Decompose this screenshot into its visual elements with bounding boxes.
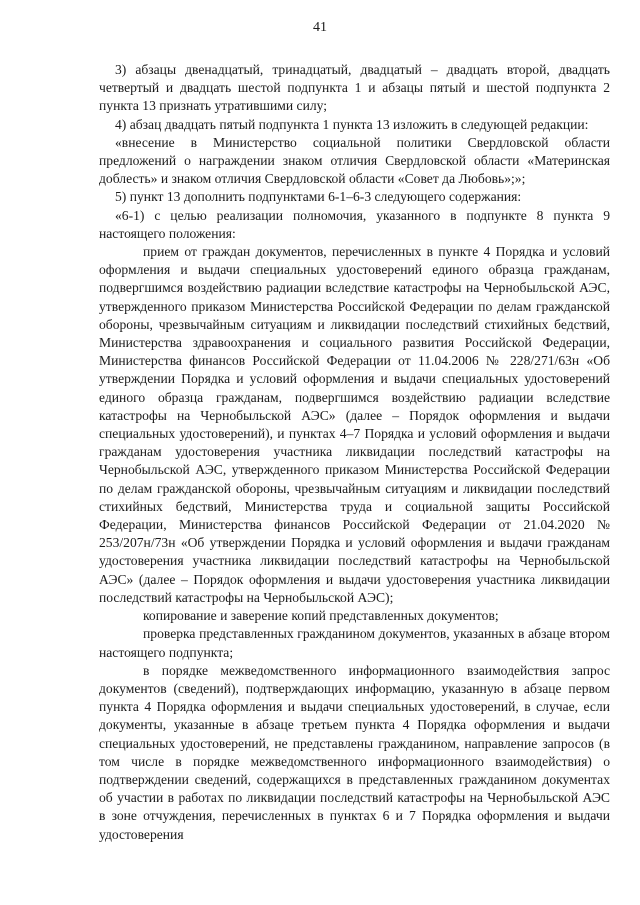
- paragraph-interagency-request: в порядке межведомственного информационного взаимодействия запрос документов (сведений), подтверждающих информацию, указанную в абзаце первом пункта 4 Порядка оформления и выдачи специальных удостоверений, в случае, если документы, указанные в абзаце третьем пункта 4 Порядка оформления и выдачи специальных удостоверений, не представлены гражданином, направление запросов (в том числе в порядке межведомственного информационного взаимодействия) о подтверждении сведений, содержащихся в представленных гражданином документах об участии в работах по ликвидации последствий катастрофы на Чернобыльской АЭС в зоне отчуждения, перечисленных в пунктах 6 и 7 Порядка оформления и выдачи удостоверения: [99, 662, 610, 842]
- paragraph-copying: копирование и заверение копий представленных документов;: [143, 608, 499, 624]
- paragraph-verification: проверка представленных гражданином документов, указанных в абзаце втором настоящего подпункта;: [99, 626, 610, 660]
- document-body: [99, 61, 610, 844]
- paragraph-quoted-text: «внесение в Министерство социальной политики Свердловской области предложений о награждении знаком отличия Свердловской области «Материнская доблесть» и знаком отличия Свердловской области «Совет да Любовь»;»;: [99, 134, 610, 187]
- paragraph-item-4: 4) абзац двадцать пятый подпункта 1 пункта 13 изложить в следующей редакции:: [115, 116, 589, 132]
- paragraph-subitem-6-1: «6-1) с целью реализации полномочия, указанного в подпункте 8 пункта 9 настоящего положения:: [99, 207, 610, 241]
- paragraph-item-5: 5) пункт 13 дополнить подпунктами 6-1–6-3 следующего содержания:: [115, 189, 522, 205]
- paragraph-item-3: 3) абзацы двенадцатый, тринадцатый, двадцатый – двадцать второй, двадцать четвертый и двадцать шестой подпункта 1 и абзацы пятый и шестой подпункта 2 пункта 13 признать утратившими силу;: [99, 62, 610, 114]
- paragraph-reception-documents: прием от граждан документов, перечисленных в пункте 4 Порядка и условий оформления и выдачи специальных удостоверений единого образца гражданам, подвергшимся воздействию радиации вследствие катастрофы на Чернобыльской АЭС, утвержденного приказом Министерства Российской Федерации по делам гражданской обороны, чрезвычайным ситуациям и ликвидации последствий стихийных бедствий, Министерства здравоохранения и социального развития Российской Федерации, Министерства финансов Российской Федерации от 11.04.2006 № 228/271/63н «Об утверждении Порядка и условий оформления и выдачи специальных удостоверений единого образца гражданам, подвергшимся воздействию радиации вследствие катастрофы на Чернобыльской АЭС» (далее – Порядок оформления и выдачи специальных удостоверений), и пунктах 4–7 Порядка и условий оформления и выдачи гражданам удостоверения участника ликвидации последствий катастрофы на Чернобыльской АЭС, утвержденного приказом Министерства Российской Федерации по делам гражданской обороны, чрезвычайным ситуациям и ликвидации последствий стихийных бедствий, Министерства труда и социальной защиты Российской Федерации, Министерства финансов Российской Федерации от 21.04.2020 № 253/207н/73н «Об утверждении Порядка и условий оформления и выдачи гражданам удостоверения участника ликвидации последствий катастрофы на Чернобыльской АЭС» (далее – Порядок оформления и выдачи удостоверения участника ликвидации последствий катастрофы на Чернобыльской АЭС);: [99, 244, 610, 605]
- page-number: 41: [313, 20, 327, 35]
